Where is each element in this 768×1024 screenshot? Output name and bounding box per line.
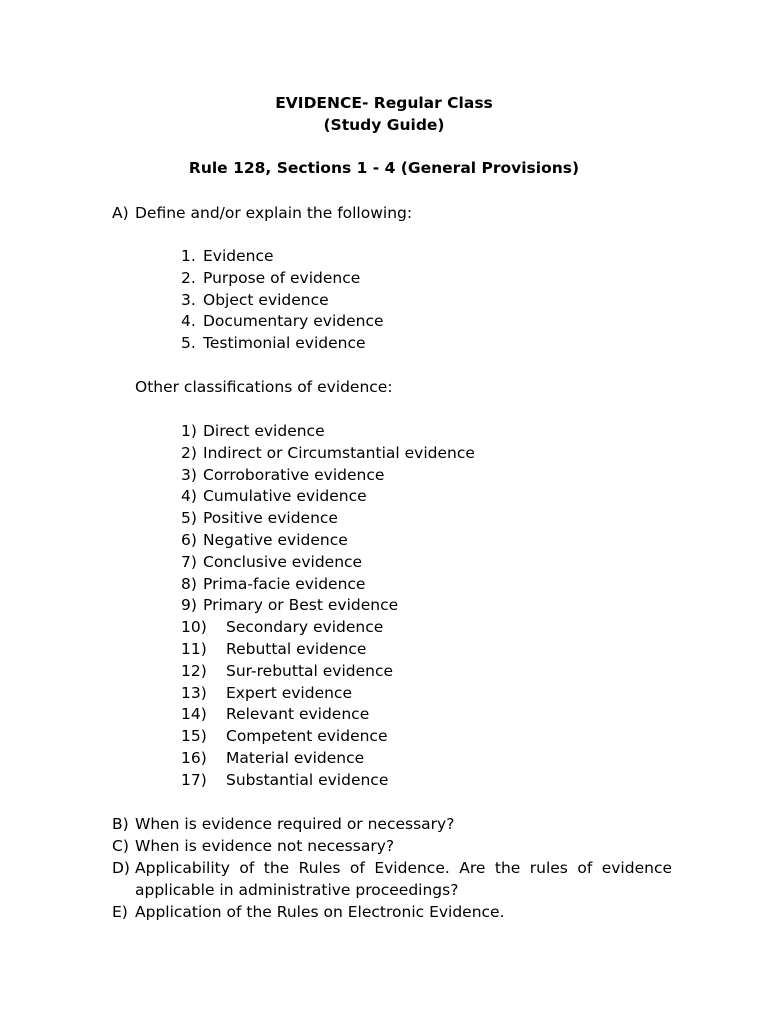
list-text: Object evidence	[203, 290, 329, 309]
list-text: Competent evidence	[226, 727, 388, 746]
section-b	[112, 814, 672, 836]
section-d-letter: D)	[112, 859, 130, 877]
list-number: 11)	[181, 639, 207, 658]
list-item	[181, 574, 475, 596]
classification-list	[181, 421, 475, 792]
list-text: Conclusive evidence	[203, 552, 363, 571]
section-b-letter: B)	[112, 815, 129, 833]
section-e	[112, 902, 672, 924]
other-classifications-heading: Other classifications of evidence:	[135, 378, 393, 396]
list-number: 17)	[181, 770, 207, 789]
list-item	[181, 421, 475, 443]
section-c	[112, 836, 672, 858]
list-number: 2)	[181, 443, 197, 462]
list-item	[181, 748, 475, 770]
section-a	[112, 203, 672, 225]
list-text: Indirect or Circumstantial evidence	[203, 443, 475, 462]
list-text: Negative evidence	[203, 530, 348, 549]
list-text: Primary or Best evidence	[203, 596, 399, 615]
list-number: 8)	[181, 574, 197, 593]
section-e-text: Application of the Rules on Electronic Evidence.	[135, 903, 505, 921]
list-item	[181, 639, 475, 661]
definition-list	[181, 246, 384, 355]
list-number: 1)	[181, 422, 197, 440]
list-text: Corroborative evidence	[203, 465, 385, 484]
list-item	[181, 311, 384, 333]
section-d-text: Applicability of the Rules of Evidence. Are the rules of evidence applicable in administrative proceedings?	[135, 859, 672, 899]
list-number: 5.	[181, 334, 196, 353]
list-item	[181, 465, 475, 487]
section-d	[112, 858, 672, 902]
list-text: Rebuttal evidence	[226, 639, 367, 658]
list-number: 5)	[181, 509, 197, 528]
list-item	[181, 683, 475, 705]
list-text: Material evidence	[226, 748, 365, 767]
list-text: Positive evidence	[203, 509, 338, 528]
list-item	[181, 268, 384, 290]
list-number: 16)	[181, 748, 207, 767]
list-item	[181, 770, 475, 792]
list-item	[181, 530, 475, 552]
list-text: Secondary evidence	[226, 618, 384, 637]
list-number: 4)	[181, 487, 197, 506]
list-item	[181, 486, 475, 508]
list-text: Expert evidence	[226, 683, 352, 702]
list-text: Purpose of evidence	[203, 268, 361, 287]
list-item	[181, 508, 475, 530]
list-item	[181, 246, 384, 268]
list-item	[181, 726, 475, 748]
list-number: 6)	[181, 530, 197, 549]
section-c-text: When is evidence not necessary?	[135, 837, 395, 855]
list-text: Direct evidence	[203, 422, 325, 440]
section-e-letter: E)	[112, 903, 128, 921]
section-a-text: Define and/or explain the following:	[135, 204, 413, 222]
list-number: 14)	[181, 705, 207, 724]
list-number: 2.	[181, 268, 196, 287]
list-text: Prima-facie evidence	[203, 574, 366, 593]
list-number: 3.	[181, 290, 196, 309]
list-item	[181, 290, 384, 312]
list-number: 4.	[181, 312, 196, 331]
list-number: 15)	[181, 727, 207, 746]
list-number: 3)	[181, 465, 197, 484]
list-item	[181, 552, 475, 574]
document-title: EVIDENCE- Regular Class	[275, 94, 493, 112]
list-item	[181, 595, 475, 617]
list-text: Evidence	[203, 247, 274, 265]
list-number: 13)	[181, 683, 207, 702]
list-item	[181, 443, 475, 465]
list-text: Substantial evidence	[226, 770, 389, 789]
list-text: Testimonial evidence	[203, 334, 366, 353]
list-item	[181, 333, 384, 355]
list-item	[181, 617, 475, 639]
list-number: 7)	[181, 552, 197, 571]
list-number: 12)	[181, 661, 207, 680]
rule-heading: Rule 128, Sections 1 - 4 (General Provisions)	[188, 159, 580, 177]
section-b-text: When is evidence required or necessary?	[135, 815, 455, 833]
list-text: Sur-rebuttal evidence	[226, 661, 394, 680]
list-item	[181, 661, 475, 683]
list-text: Relevant evidence	[226, 705, 370, 724]
list-number: 1.	[181, 247, 196, 265]
document-subtitle: (Study Guide)	[323, 116, 445, 134]
list-text: Documentary evidence	[203, 312, 384, 331]
list-number: 9)	[181, 596, 197, 615]
section-a-letter: A)	[112, 204, 129, 222]
list-text: Cumulative evidence	[203, 487, 367, 506]
list-number: 10)	[181, 618, 207, 637]
section-c-letter: C)	[112, 837, 129, 855]
list-item	[181, 704, 475, 726]
